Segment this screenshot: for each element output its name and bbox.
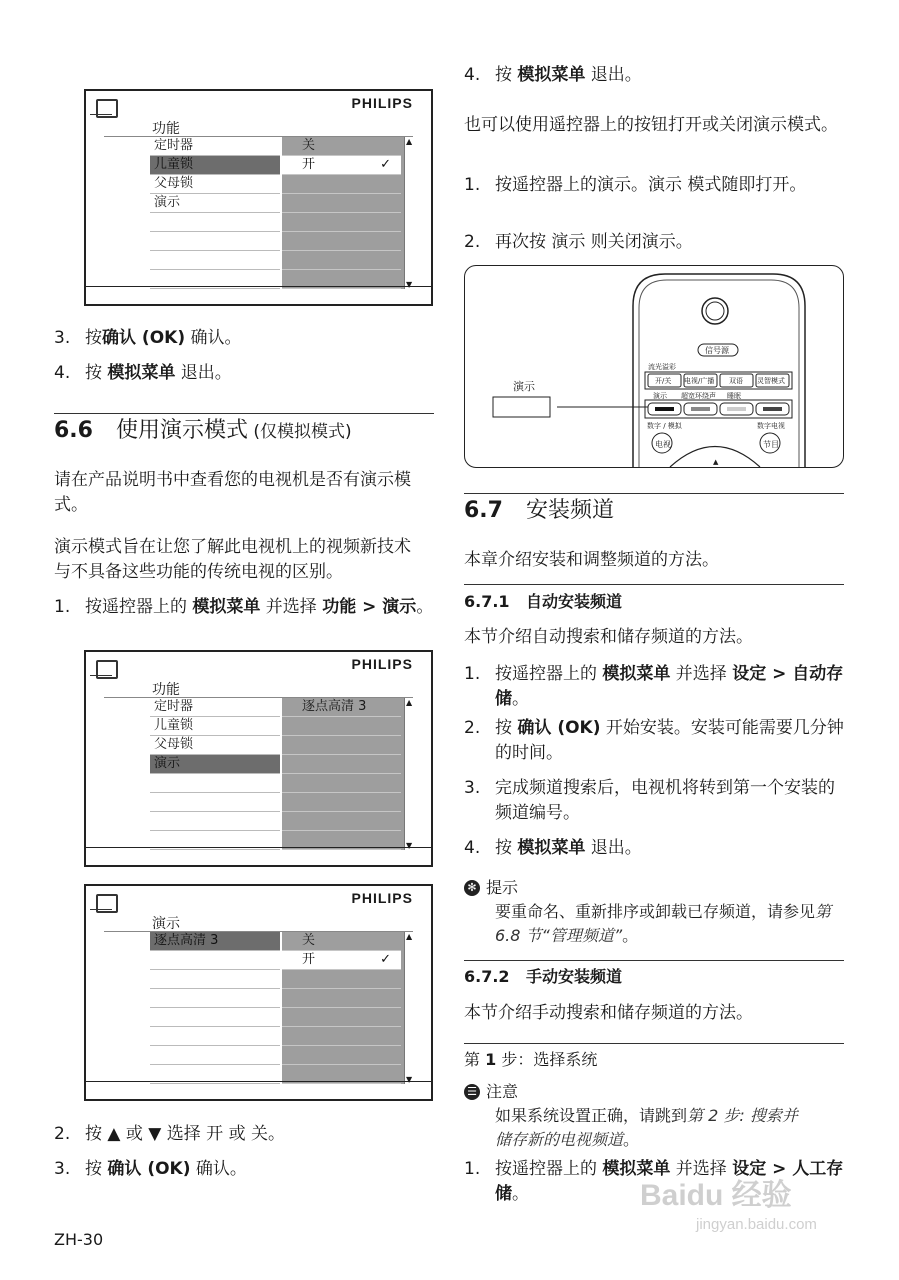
tv-menu-demo-onoff: [84, 884, 433, 1101]
page-number: ZH-30: [54, 1230, 104, 1249]
tv-icon: [96, 660, 118, 679]
menu-title: 功能: [152, 121, 180, 137]
subsection-heading: 6.7.2 手动安装频道: [464, 967, 623, 986]
subsection-heading: 6.7.1 自动安装频道: [464, 592, 623, 611]
watermark-url: jingyan.baidu.com: [696, 1216, 817, 1233]
option-item[interactable]: 关: [282, 137, 401, 156]
section-heading: 6.6 使用演示模式 (仅模拟模式): [54, 418, 352, 443]
scroll-up-icon[interactable]: ▲: [406, 932, 413, 941]
watermark: Baidu 经验: [640, 1179, 792, 1212]
menu-item[interactable]: 父母锁: [150, 175, 280, 194]
menu-item[interactable]: 儿童锁: [150, 717, 280, 736]
scrollbar[interactable]: [404, 932, 417, 1084]
step-item: 4. 按 模拟菜单 退出。: [464, 65, 642, 85]
remote-label: 睡眠: [727, 392, 741, 400]
menu-right-pane: [282, 137, 417, 289]
section-heading: 6.7 安装频道: [464, 498, 615, 523]
check-icon: ✓: [380, 157, 391, 172]
option-item[interactable]: 逐点高清 3: [282, 698, 401, 717]
remote-label: 超宽环绕声: [681, 392, 716, 400]
menu-item[interactable]: 定时器: [150, 137, 280, 156]
paragraph: 请在产品说明书中查看您的电视机是否有演示模式。: [54, 470, 411, 515]
scroll-down-icon[interactable]: ▼: [406, 280, 413, 289]
paragraph: 本章介绍安装和调整频道的方法。: [464, 550, 719, 570]
tip-box: ✻ 提示 要重命名、重新排序或卸载已存频道，请参见第 6.8 节“管理频道”。: [464, 876, 844, 948]
ambilight-label: 流光溢彩: [648, 363, 676, 371]
remote-button-label[interactable]: 电视/广播: [684, 377, 715, 385]
tv-button-label[interactable]: 电视: [655, 440, 671, 449]
tip-icon: ✻: [464, 880, 480, 896]
paragraph: 本节介绍自动搜索和储存频道的方法。: [464, 627, 753, 647]
step-item: 3. 完成频道搜索后，电视机将转到第一个安装的频道编号。: [464, 778, 835, 823]
step-item: 1. 按遥控器上的演示。演示 模式随即打开。: [464, 175, 807, 195]
step-heading: 第 1 步：选择系统: [464, 1050, 598, 1069]
tv-icon: [96, 894, 118, 913]
menu-item[interactable]: 演示: [150, 194, 280, 213]
step-item: 2. 按 ▲ 或 ▼ 选择 开 或 关。: [54, 1124, 285, 1144]
note-icon: ☰: [464, 1084, 480, 1100]
tv-menu-function-demo: [84, 650, 433, 867]
menu-right-pane: [282, 932, 417, 1084]
scrollbar[interactable]: [404, 137, 417, 289]
option-item-selected[interactable]: 开 ✓: [282, 951, 401, 970]
step-item: 1. 按遥控器上的 模拟菜单 并选择 设定 > 自动存储。: [464, 664, 844, 709]
tv-icon: [96, 99, 118, 118]
remote-button-label[interactable]: 灵智模式: [757, 377, 785, 385]
step-item: 1. 按遥控器上的 模拟菜单 并选择 功能 > 演示。: [54, 597, 434, 617]
menu-left-pane: [150, 698, 280, 850]
step-item: 2. 再次按 演示 则关闭演示。: [464, 232, 693, 252]
step-item: 4. 按 模拟菜单 退出。: [54, 363, 232, 383]
menu-right-pane: [282, 698, 417, 850]
brand-logo: PHILIPS: [351, 890, 413, 906]
scroll-up-icon[interactable]: ▲: [406, 137, 413, 146]
option-item[interactable]: 关: [282, 932, 401, 951]
menu-left-pane: [150, 137, 280, 289]
remote-label: 数字 / 模拟: [647, 422, 682, 430]
menu-item[interactable]: 父母锁: [150, 736, 280, 755]
menu-item-selected[interactable]: 儿童锁: [150, 156, 280, 175]
remote-label: 数字电视: [757, 422, 785, 430]
option-item-selected[interactable]: 开 ✓: [282, 156, 401, 175]
check-icon: ✓: [380, 952, 391, 967]
step-item: 3. 按 确认 (OK) 确认。: [54, 1159, 247, 1179]
remote-button-label[interactable]: 开/关: [655, 377, 672, 385]
paragraph: 本节介绍手动搜索和储存频道的方法。: [464, 1003, 753, 1023]
step-item: 2. 按 确认 (OK) 开始安装。安装可能需要几分钟的时间。: [464, 718, 844, 763]
menu-title: 功能: [152, 682, 180, 698]
remote-callout-label: 演示: [513, 380, 535, 393]
scroll-down-icon[interactable]: ▼: [406, 1075, 413, 1084]
remote-button-label[interactable]: 双语: [729, 377, 743, 385]
menu-title: 演示: [152, 916, 180, 932]
remote-label: 演示: [653, 392, 667, 400]
brand-logo: PHILIPS: [351, 656, 413, 672]
svg-text:▲: ▲: [713, 458, 719, 466]
paragraph: 演示模式旨在让您了解此电视机上的视频新技术与不具备这些功能的传统电视的区别。: [54, 537, 411, 582]
brand-logo: PHILIPS: [351, 95, 413, 111]
step-item: 3. 按确认 (OK) 确认。: [54, 328, 242, 348]
scroll-down-icon[interactable]: ▼: [406, 841, 413, 850]
menu-item-selected[interactable]: 演示: [150, 755, 280, 774]
menu-item-selected[interactable]: 逐点高清 3: [150, 932, 280, 951]
menu-item[interactable]: 定时器: [150, 698, 280, 717]
step-item: 1. 按遥控器上的 模拟菜单 并选择 设定 > 人工存储。: [464, 1159, 844, 1204]
paragraph: 也可以使用遥控器上的按钮打开或关闭演示模式。: [464, 115, 838, 135]
note-box: ☰ 注意 如果系统设置正确，请跳到第 2 步: 搜索并储存新的电视频道。: [464, 1080, 844, 1152]
remote-control-illustration: [464, 265, 844, 468]
menu-left-pane: [150, 932, 280, 1084]
scrollbar[interactable]: [404, 698, 417, 850]
step-item: 4. 按 模拟菜单 退出。: [464, 838, 642, 858]
scroll-up-icon[interactable]: ▲: [406, 698, 413, 707]
source-button-label[interactable]: 信号源: [705, 346, 729, 355]
prog-button-label[interactable]: 节目: [763, 440, 779, 449]
tv-menu-function-childlock: [84, 89, 433, 306]
